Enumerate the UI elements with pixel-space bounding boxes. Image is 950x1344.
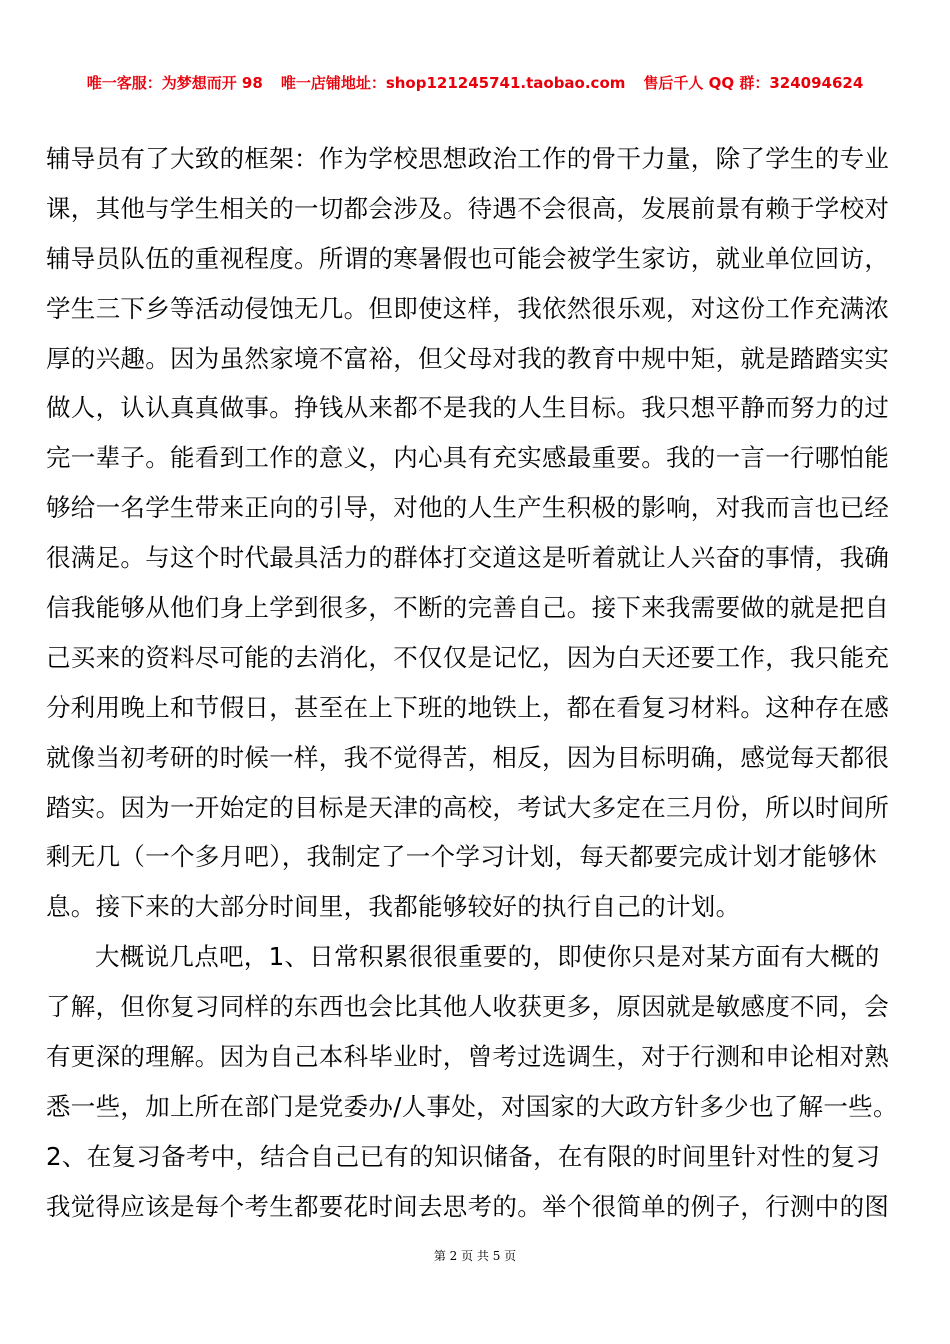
text-line: 就像当初考研的时候一样，我不觉得苦，相反，因为目标明确，感觉每天都很 xyxy=(46,742,890,772)
text-line: 辅导员有了大致的框架：作为学校思想政治工作的骨干力量，除了学生的专业 xyxy=(46,144,890,173)
document-body xyxy=(46,134,908,1232)
qq-group-text: 售后千人 QQ 群：324094624 xyxy=(643,74,864,92)
text-line: 课，其他与学生相关的一切都会涉及。待遇不会很高，发展前景有赖于学校对 xyxy=(46,193,890,223)
customer-service-text: 唯一客服：为梦想而开 98 xyxy=(86,74,263,92)
text-line: 2、在复习备考中，结合自己已有的知识储备，在有限的时间里针对性的复习 xyxy=(46,1141,881,1171)
text-line: 有更深的理解。因为自己本科毕业时，曾考过选调生，对于行测和申论相对熟 xyxy=(46,1042,890,1072)
header-banner xyxy=(0,72,950,93)
text-line: 厚的兴趣。因为虽然家境不富裕，但父母对我的教育中规中矩，就是踏踏实实 xyxy=(46,343,890,373)
text-line: 完一辈子。能看到工作的意义，内心具有充实感最重要。我的一言一行哪怕能 xyxy=(46,443,890,473)
text-line: 够给一名学生带来正向的引导，对他的人生产生积极的影响，对我而言也已经 xyxy=(46,493,890,523)
shop-address-text: 唯一店铺地址：shop121245741.taobao.com xyxy=(280,74,626,92)
text-line: 己买来的资料尽可能的去消化，不仅仅是记忆，因为白天还要工作，我只能充 xyxy=(46,642,890,672)
text-line: 剩无几（一个多月吧），我制定了一个学习计划，每天都要完成计划才能够休 xyxy=(46,842,877,872)
text-line: 做人，认认真真做事。挣钱从来都不是我的人生目标。我只想平静而努力的过 xyxy=(46,393,890,423)
text-line: 分利用晚上和节假日，甚至在上下班的地铁上，都在看复习材料。这种存在感 xyxy=(46,692,890,722)
text-line: 息。接下来的大部分时间里，我都能够较好的执行自己的计划。 xyxy=(46,892,741,922)
paragraph-start-line: 大概说几点吧，1、日常积累很很重要的，即使你只是对某方面有大概的 xyxy=(95,942,880,972)
text-line: 我觉得应该是每个考生都要花时间去思考的。举个很简单的例子，行测中的图 xyxy=(46,1191,890,1221)
text-line: 很满足。与这个时代最具活力的群体打交道这是听着就让人兴奋的事情，我确 xyxy=(46,543,890,573)
text-line: 悉一些，加上所在部门是党委办/人事处，对国家的大政方针多少也了解一些。 xyxy=(46,1091,898,1121)
page-number: 第 2 页 共 5 页 xyxy=(433,1249,517,1263)
text-line: 了解，但你复习同样的东西也会比其他人收获更多，原因就是敏感度不同，会 xyxy=(46,992,890,1022)
text-line: 辅导员队伍的重视程度。所谓的寒暑假也可能会被学生家访，就业单位回访， xyxy=(46,243,890,273)
text-line: 踏实。因为一开始定的目标是天津的高校，考试大多定在三月份，所以时间所 xyxy=(46,792,890,822)
text-line: 信我能够从他们身上学到很多，不断的完善自己。接下来我需要做的就是把自 xyxy=(46,593,890,623)
text-line: 学生三下乡等活动侵蚀无几。但即使这样，我依然很乐观，对这份工作充满浓 xyxy=(46,293,890,323)
